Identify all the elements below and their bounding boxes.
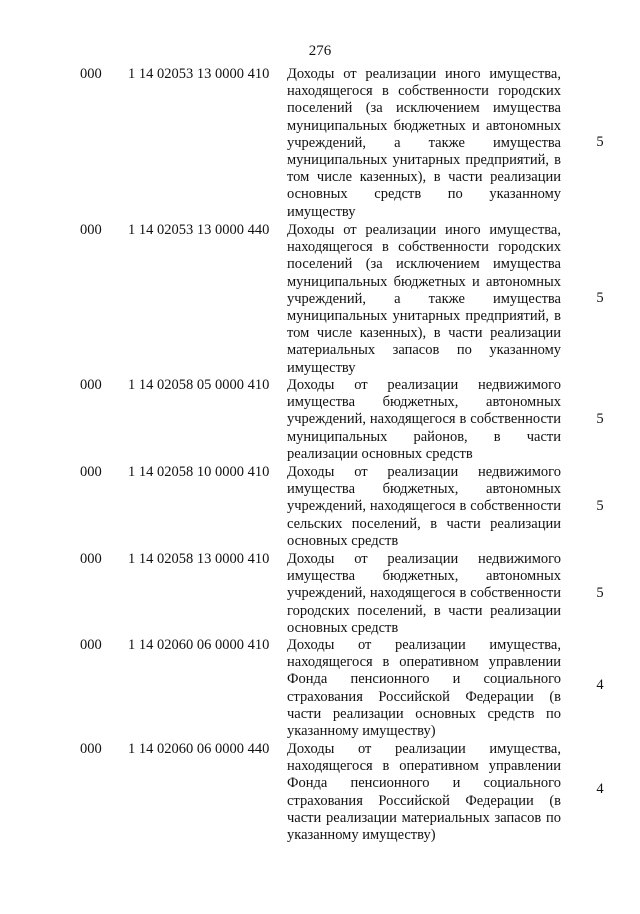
table-row	[0, 551, 640, 637]
budget-classification-code: 1 14 02058 13 0000 410	[128, 551, 270, 567]
table-row	[0, 377, 640, 464]
rate-value: 5	[596, 134, 604, 150]
budget-classification-code: 1 14 02058 10 0000 410	[128, 464, 270, 480]
rate-value: 5	[596, 498, 604, 514]
rate-value: 4	[596, 677, 604, 693]
table-row	[0, 222, 640, 377]
revenue-description: Доходы от реализации недвижимого имущества бюджетных, автономных учреждений, находящегося в собственности сельских поселений, в части реализации основных средств	[287, 464, 561, 549]
rate-value: 5	[596, 290, 604, 306]
admin-code: 000	[80, 551, 102, 567]
revenue-description: Доходы от реализации иного имущества, находящегося в собственности городских поселений (за исключением имущества муниципальных бюджетных и автономных учреждений, а также имущества муниципальных унитарных предприятий, в том числе казенных), в части реализации материальных запасов по указанному имуществу	[287, 222, 561, 376]
budget-classification-code: 1 14 02060 06 0000 410	[128, 637, 270, 653]
rate-value: 5	[596, 585, 604, 601]
revenue-description: Доходы от реализации недвижимого имущества бюджетных, автономных учреждений, находящегося в собственности муниципальных районов, в части реализации основных средств	[287, 377, 561, 462]
revenue-table	[0, 66, 640, 845]
budget-classification-code: 1 14 02058 05 0000 410	[128, 377, 270, 393]
rate-value: 4	[596, 781, 604, 797]
admin-code: 000	[80, 222, 102, 238]
budget-classification-code: 1 14 02053 13 0000 440	[128, 222, 270, 238]
revenue-description: Доходы от реализации имущества, находящегося в оперативном управлении Фонда пенсионного и социального страхования Российской Федерации (в части реализации материальных запасов по указанному имуществу)	[287, 741, 561, 844]
revenue-description: Доходы от реализации иного имущества, находящегося в собственности городских поселений (за исключением имущества муниципальных бюджетных и автономных учреждений, а также имущества муниципальных унитарных предприятий, в том числе казенных), в части реализации основных средств по указанному имуществу	[287, 66, 561, 220]
budget-classification-code: 1 14 02060 06 0000 440	[128, 741, 270, 757]
table-row	[0, 741, 640, 845]
table-row	[0, 66, 640, 222]
rate-value: 5	[596, 411, 604, 427]
revenue-description: Доходы от реализации имущества, находящегося в оперативном управлении Фонда пенсионного и социального страхования Российской Федерации (в части реализации основных средств по указанному имуществу)	[287, 637, 561, 740]
table-row	[0, 637, 640, 741]
admin-code: 000	[80, 66, 102, 82]
admin-code: 000	[80, 464, 102, 480]
admin-code: 000	[80, 637, 102, 653]
revenue-description: Доходы от реализации недвижимого имущества бюджетных, автономных учреждений, находящегося в собственности городских поселений, в части реализации основных средств	[287, 551, 561, 636]
budget-classification-code: 1 14 02053 13 0000 410	[128, 66, 270, 82]
page-number: 276	[308, 43, 332, 59]
admin-code: 000	[80, 377, 102, 393]
admin-code: 000	[80, 741, 102, 757]
table-row	[0, 464, 640, 551]
